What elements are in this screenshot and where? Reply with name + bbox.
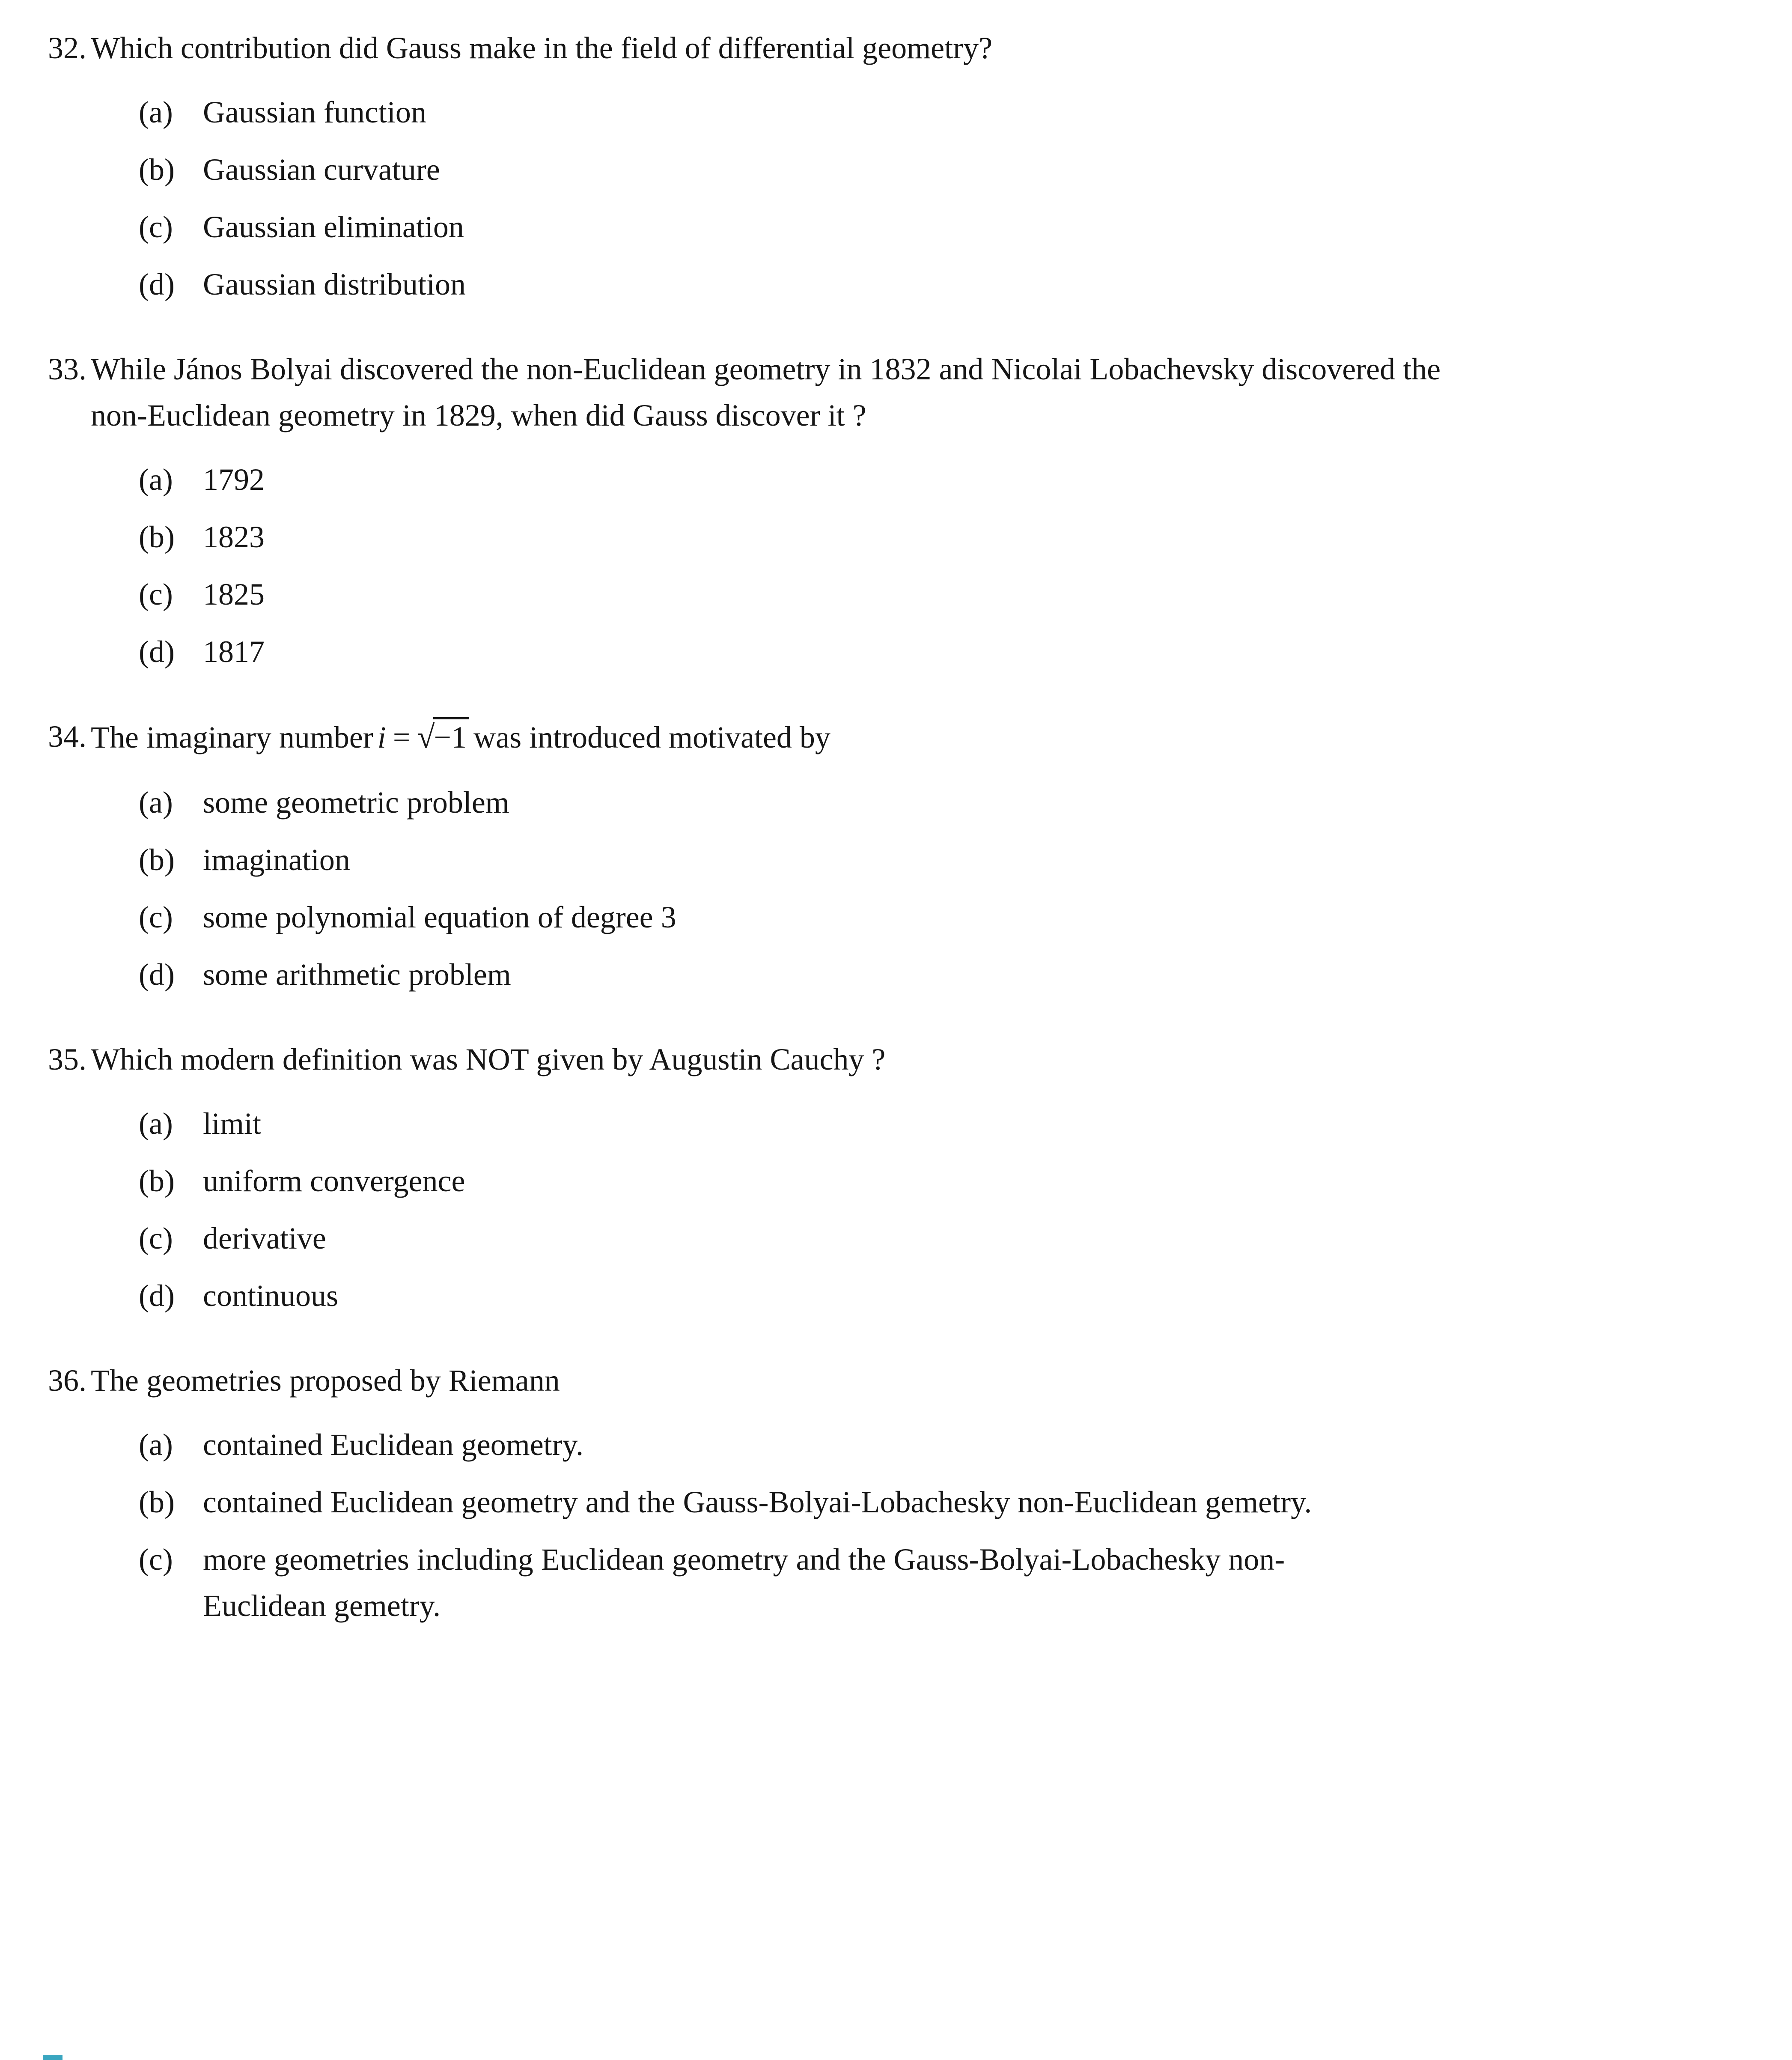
option-c [139, 1215, 1473, 1261]
option-b [139, 837, 1473, 883]
option-label: (c) [139, 1221, 173, 1256]
radicand: −1 [433, 717, 470, 754]
option-d [139, 951, 1473, 998]
option-a [139, 456, 1473, 503]
option-d [139, 1273, 1473, 1319]
option-label: (b) [139, 1485, 175, 1520]
option-b [139, 514, 1473, 560]
question-body [91, 25, 1473, 319]
question-stem: While János Bolyai discovered the non-Euclidean geometry in 1832 and Nicolai Lobachevsky discovered the non-Euclidean geometry in 1829, when did Gauss discover it ? [91, 352, 1441, 432]
option-c [139, 204, 1473, 250]
option-a [139, 1422, 1473, 1468]
option-text: some geometric problem [203, 785, 509, 820]
question-body [91, 713, 1473, 1009]
stem-text-post: was introduced motivated by [473, 720, 831, 754]
option-label: (c) [139, 1542, 173, 1577]
option-text: 1817 [203, 635, 265, 669]
option-label: (b) [139, 152, 175, 187]
option-a [139, 1100, 1473, 1147]
option-text: limit [203, 1106, 262, 1141]
option-b [139, 146, 1473, 193]
question-stem: Which contribution did Gauss make in the field of differential geometry? [91, 31, 993, 65]
option-text: some arithmetic problem [203, 957, 511, 992]
option-a [139, 89, 1473, 135]
option-text: more geometries including Euclidean geometry and the Gauss-Bolyai-Lobachesky non-Euclidean gemetry. [203, 1542, 1285, 1623]
option-d [139, 629, 1473, 675]
options-list [139, 1100, 1473, 1319]
option-text: some polynomial equation of degree 3 [203, 900, 676, 935]
math-variable: i [377, 720, 386, 754]
option-label: (a) [139, 1428, 173, 1462]
option-text: 1823 [203, 520, 265, 554]
math-expression [378, 720, 469, 754]
option-b [139, 1158, 1473, 1204]
options-list [139, 779, 1473, 998]
option-a [139, 779, 1473, 826]
option-label: (a) [139, 785, 173, 820]
question-stem: Which modern definition was NOT given by Augustin Cauchy ? [91, 1042, 886, 1077]
option-label: (d) [139, 1279, 175, 1313]
option-text: contained Euclidean geometry. [203, 1428, 583, 1462]
question-34 [48, 713, 1473, 1009]
option-text: contained Euclidean geometry and the Gauss-Bolyai-Lobachesky non-Euclidean gemetry. [203, 1485, 1312, 1520]
question-number: 32. [48, 31, 86, 65]
option-text: 1825 [203, 577, 265, 611]
option-text: derivative [203, 1221, 326, 1256]
radical-sign: √ [417, 719, 435, 755]
option-label: (c) [139, 577, 173, 611]
clipped-bottom-element [43, 2055, 63, 2060]
option-label: (a) [139, 1106, 173, 1141]
question-33 [48, 346, 1473, 686]
question-body [91, 1036, 1473, 1330]
option-text: imagination [203, 843, 350, 877]
option-text: uniform convergence [203, 1164, 465, 1198]
question-32 [48, 25, 1473, 319]
option-label: (a) [139, 462, 173, 497]
option-text: 1792 [203, 462, 265, 497]
stem-text-pre: The imaginary number [91, 720, 373, 754]
option-label: (c) [139, 210, 173, 244]
question-35 [48, 1036, 1473, 1330]
option-b [139, 1479, 1473, 1525]
question-body [91, 1357, 1473, 1640]
option-label: (b) [139, 1164, 175, 1198]
square-root [417, 720, 469, 754]
option-label: (d) [139, 957, 175, 992]
option-label: (b) [139, 520, 175, 554]
option-text: Gaussian function [203, 95, 426, 129]
option-label: (d) [139, 635, 175, 669]
question-36 [48, 1357, 1473, 1640]
options-list [139, 456, 1473, 675]
option-label: (b) [139, 843, 175, 877]
option-label: (d) [139, 267, 175, 301]
option-label: (c) [139, 900, 173, 935]
question-stem: The geometries proposed by Riemann [91, 1363, 560, 1398]
question-number: 36. [48, 1363, 86, 1398]
question-stem [91, 713, 1452, 761]
question-number: 35. [48, 1042, 86, 1077]
question-number: 33. [48, 352, 86, 386]
option-c [139, 571, 1473, 617]
question-body [91, 346, 1473, 686]
math-equals-sign: = [393, 720, 411, 754]
option-text: Gaussian curvature [203, 152, 440, 187]
options-list [139, 89, 1473, 307]
option-text: continuous [203, 1279, 338, 1313]
option-c [139, 894, 1473, 940]
option-d [139, 261, 1473, 307]
option-label: (a) [139, 95, 173, 129]
options-list [139, 1422, 1473, 1629]
option-text: Gaussian distribution [203, 267, 466, 301]
option-text: Gaussian elimination [203, 210, 464, 244]
option-c [139, 1536, 1473, 1629]
question-number: 34. [48, 719, 86, 754]
